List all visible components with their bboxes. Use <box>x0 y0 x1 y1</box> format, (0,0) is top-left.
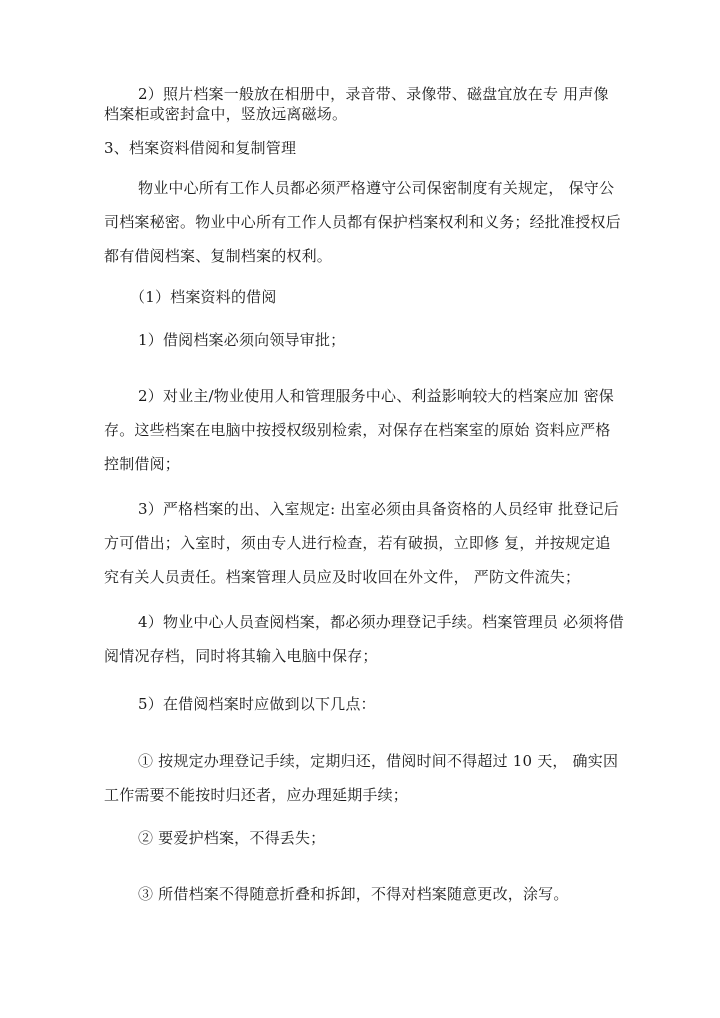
text-line: 司档案秘密。物业中心所有工作人员都有保护档案权利和义务；经批准授权后 <box>104 213 621 231</box>
text-line: 2）对业主/物业使用人和管理服务中心、利益影响较大的档案应加 密保 <box>138 387 614 405</box>
text-line: 4）物业中心人员查阅档案，都必须办理登记手续。档案管理员 必须将借 <box>138 613 624 631</box>
text-line: 1）借阅档案必须向领导审批； <box>138 331 346 349</box>
text-line: 存。这些档案在电脑中按授权级别检索，对保存在档案室的原始 资料应严格 <box>104 421 611 439</box>
text-line: 控制借阅； <box>104 455 181 473</box>
text-line: 究有关人员责任。档案管理人员应及时收回在外文件， 严防文件流失； <box>104 568 581 586</box>
text-line: 阅情况存档，同时将其输入电脑中保存； <box>104 647 378 665</box>
text-line: 2）照片档案一般放在相册中，录音带、录像带、磁盘宜放在专 用声像 <box>138 85 609 103</box>
text-line: 5）在借阅档案时应做到以下几点： <box>138 695 376 713</box>
text-line: 方可借出；入室时，须由专人进行检查，若有破损，立即修 复，并按规定追 <box>104 534 611 552</box>
text-line: 3）严格档案的出、入室规定: 出室必须由具备资格的人员经审 批登记后 <box>138 500 619 518</box>
text-line: 档案柜或密封盒中，竖放远离磁场。 <box>104 105 348 123</box>
text-line: 工作需要不能按时归还者，应办理延期手续； <box>104 786 409 804</box>
text-line: 物业中心所有工作人员都必须严格遵守公司保密制度有关规定， 保守公 <box>138 179 615 197</box>
list-item: ② 要爱护档案，不得丢失； <box>138 829 326 847</box>
list-item: ① 按规定办理登记手续，定期归还，借阅时间不得超过 10 天， 确实因 <box>138 752 619 770</box>
section-heading: 3、档案资料借阅和复制管理 <box>104 139 297 157</box>
list-item: ③ 所借档案不得随意折叠和拆卸，不得对档案随意更改，涂写。 <box>138 885 569 903</box>
text-line: 都有借阅档案、复制档案的权利。 <box>104 247 333 265</box>
subsection-heading: （1）档案资料的借阅 <box>130 288 277 306</box>
